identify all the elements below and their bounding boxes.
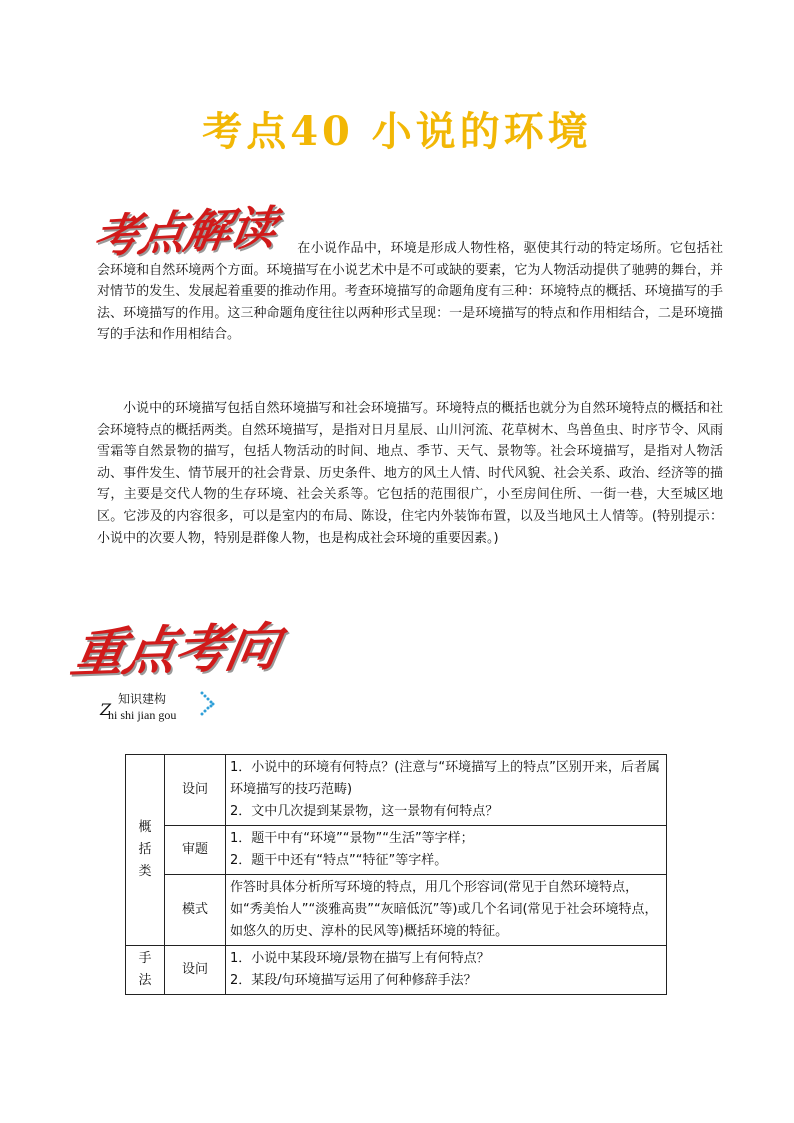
- subcategory-cell: 审题: [165, 826, 226, 875]
- category-cell-technique: [126, 946, 165, 995]
- page-title: 考点40 小说的环境: [202, 108, 592, 155]
- knowledge-pinyin: hi shi jian gou: [108, 708, 177, 722]
- knowledge-initial: Z: [100, 700, 112, 719]
- table-row: [126, 826, 667, 875]
- category-char: 括: [138, 842, 152, 857]
- subcategory-cell: 模式: [165, 875, 226, 946]
- intro-text: 在小说作品中，环境是形成人物性格，驱使其行动的特定场所。它包括社会环境和自然环境两个方面。环境描写在小说艺术中是不可或缺的要素，它为人物活动提供了驰骋的舞台，并对情节的发生、发展起着重要的推动作用。考查环境描写的命题角度有三种：环境特点的概括、环境描写的手法、环境描写的作用。这三种命题角度往往以两种形式呈现：一是环境描写的特点和作用相结合，二是环境描写的手法和作用相结合。: [97, 241, 723, 343]
- detail-paragraph: 小说中的环境描写包括自然环境描写和社会环境描写。环境特点的概括也就分为自然环境特点的概括和社会环境特点的概括两类。自然环境描写，是指对日月星辰、山川河流、花草树木、鸟兽鱼虫、时序节令、风雨雪霜等自然景物的描写，包括人物活动的时间、地点、季节、天气、景物等。社会环境描写，是指对人物活动、事件发生、情节展开的社会背景、历史条件、地方的风土人情、时代风貌、社会关系、政治、经济等的描写，主要是交代人物的生存环境、社会关系等。它包括的范围很广，小至房间住所、一街一巷，大至城区地区。它涉及的内容很多，可以是室内的布局、陈设，住宅内外装饰布置，以及当地风土人情等。(特别提示：小说中的次要人物，特别是群像人物，也是构成社会环境的重要因素。): [97, 401, 723, 546]
- category-cell-summary: [126, 755, 165, 946]
- subcategory-cell: 设问: [165, 755, 226, 826]
- knowledge-structure-label: [100, 690, 260, 726]
- content-line: 1．小说中某段环境/景物在描写上有何特点？: [230, 951, 490, 966]
- section-banner-key-directions: 重点考向: [67, 616, 284, 685]
- table-row: [126, 755, 667, 826]
- subcategory-cell: 设问: [165, 946, 226, 995]
- content-line: 2．题干中还有“特点”“特征”等字样。: [230, 853, 448, 868]
- content-cell: [226, 826, 667, 875]
- category-char: 法: [138, 973, 152, 988]
- content-line: 1．小说中的环境有何特点？(注意与“环境描写上的特点”区别开来，后者属环境描写的技巧范畴): [230, 760, 660, 797]
- intro-paragraph: [97, 238, 723, 346]
- content-cell: [226, 946, 667, 995]
- content-line: 1．题干中有“环境”“景物”“生活”等字样；: [230, 831, 474, 846]
- content-cell: 作答时具体分析所写环境的特点，用几个形容词(常见于自然环境特点，如“秀美怡人”“淡雅高贵”“灰暗低沉”等)或几个名词(常见于社会环境特点，如悠久的历史、淳朴的民风等)概括环境的特征。: [226, 875, 667, 946]
- dotted-arrow-icon: [200, 690, 216, 716]
- knowledge-label: 知识建构: [118, 692, 167, 706]
- category-char: 手: [138, 951, 152, 966]
- section-banner-exam-analysis: 考点解读: [89, 200, 280, 264]
- category-char: 类: [138, 864, 152, 879]
- content-line: 2．文中几次提到某景物，这一景物有何特点？: [230, 804, 499, 819]
- content-cell: [226, 755, 667, 826]
- category-char: 概: [138, 820, 152, 835]
- table-row: [126, 875, 667, 946]
- content-line: 2．某段/句环境描写运用了何种修辞手法？: [230, 973, 477, 988]
- knowledge-table: [125, 754, 667, 995]
- table-row: [126, 946, 667, 995]
